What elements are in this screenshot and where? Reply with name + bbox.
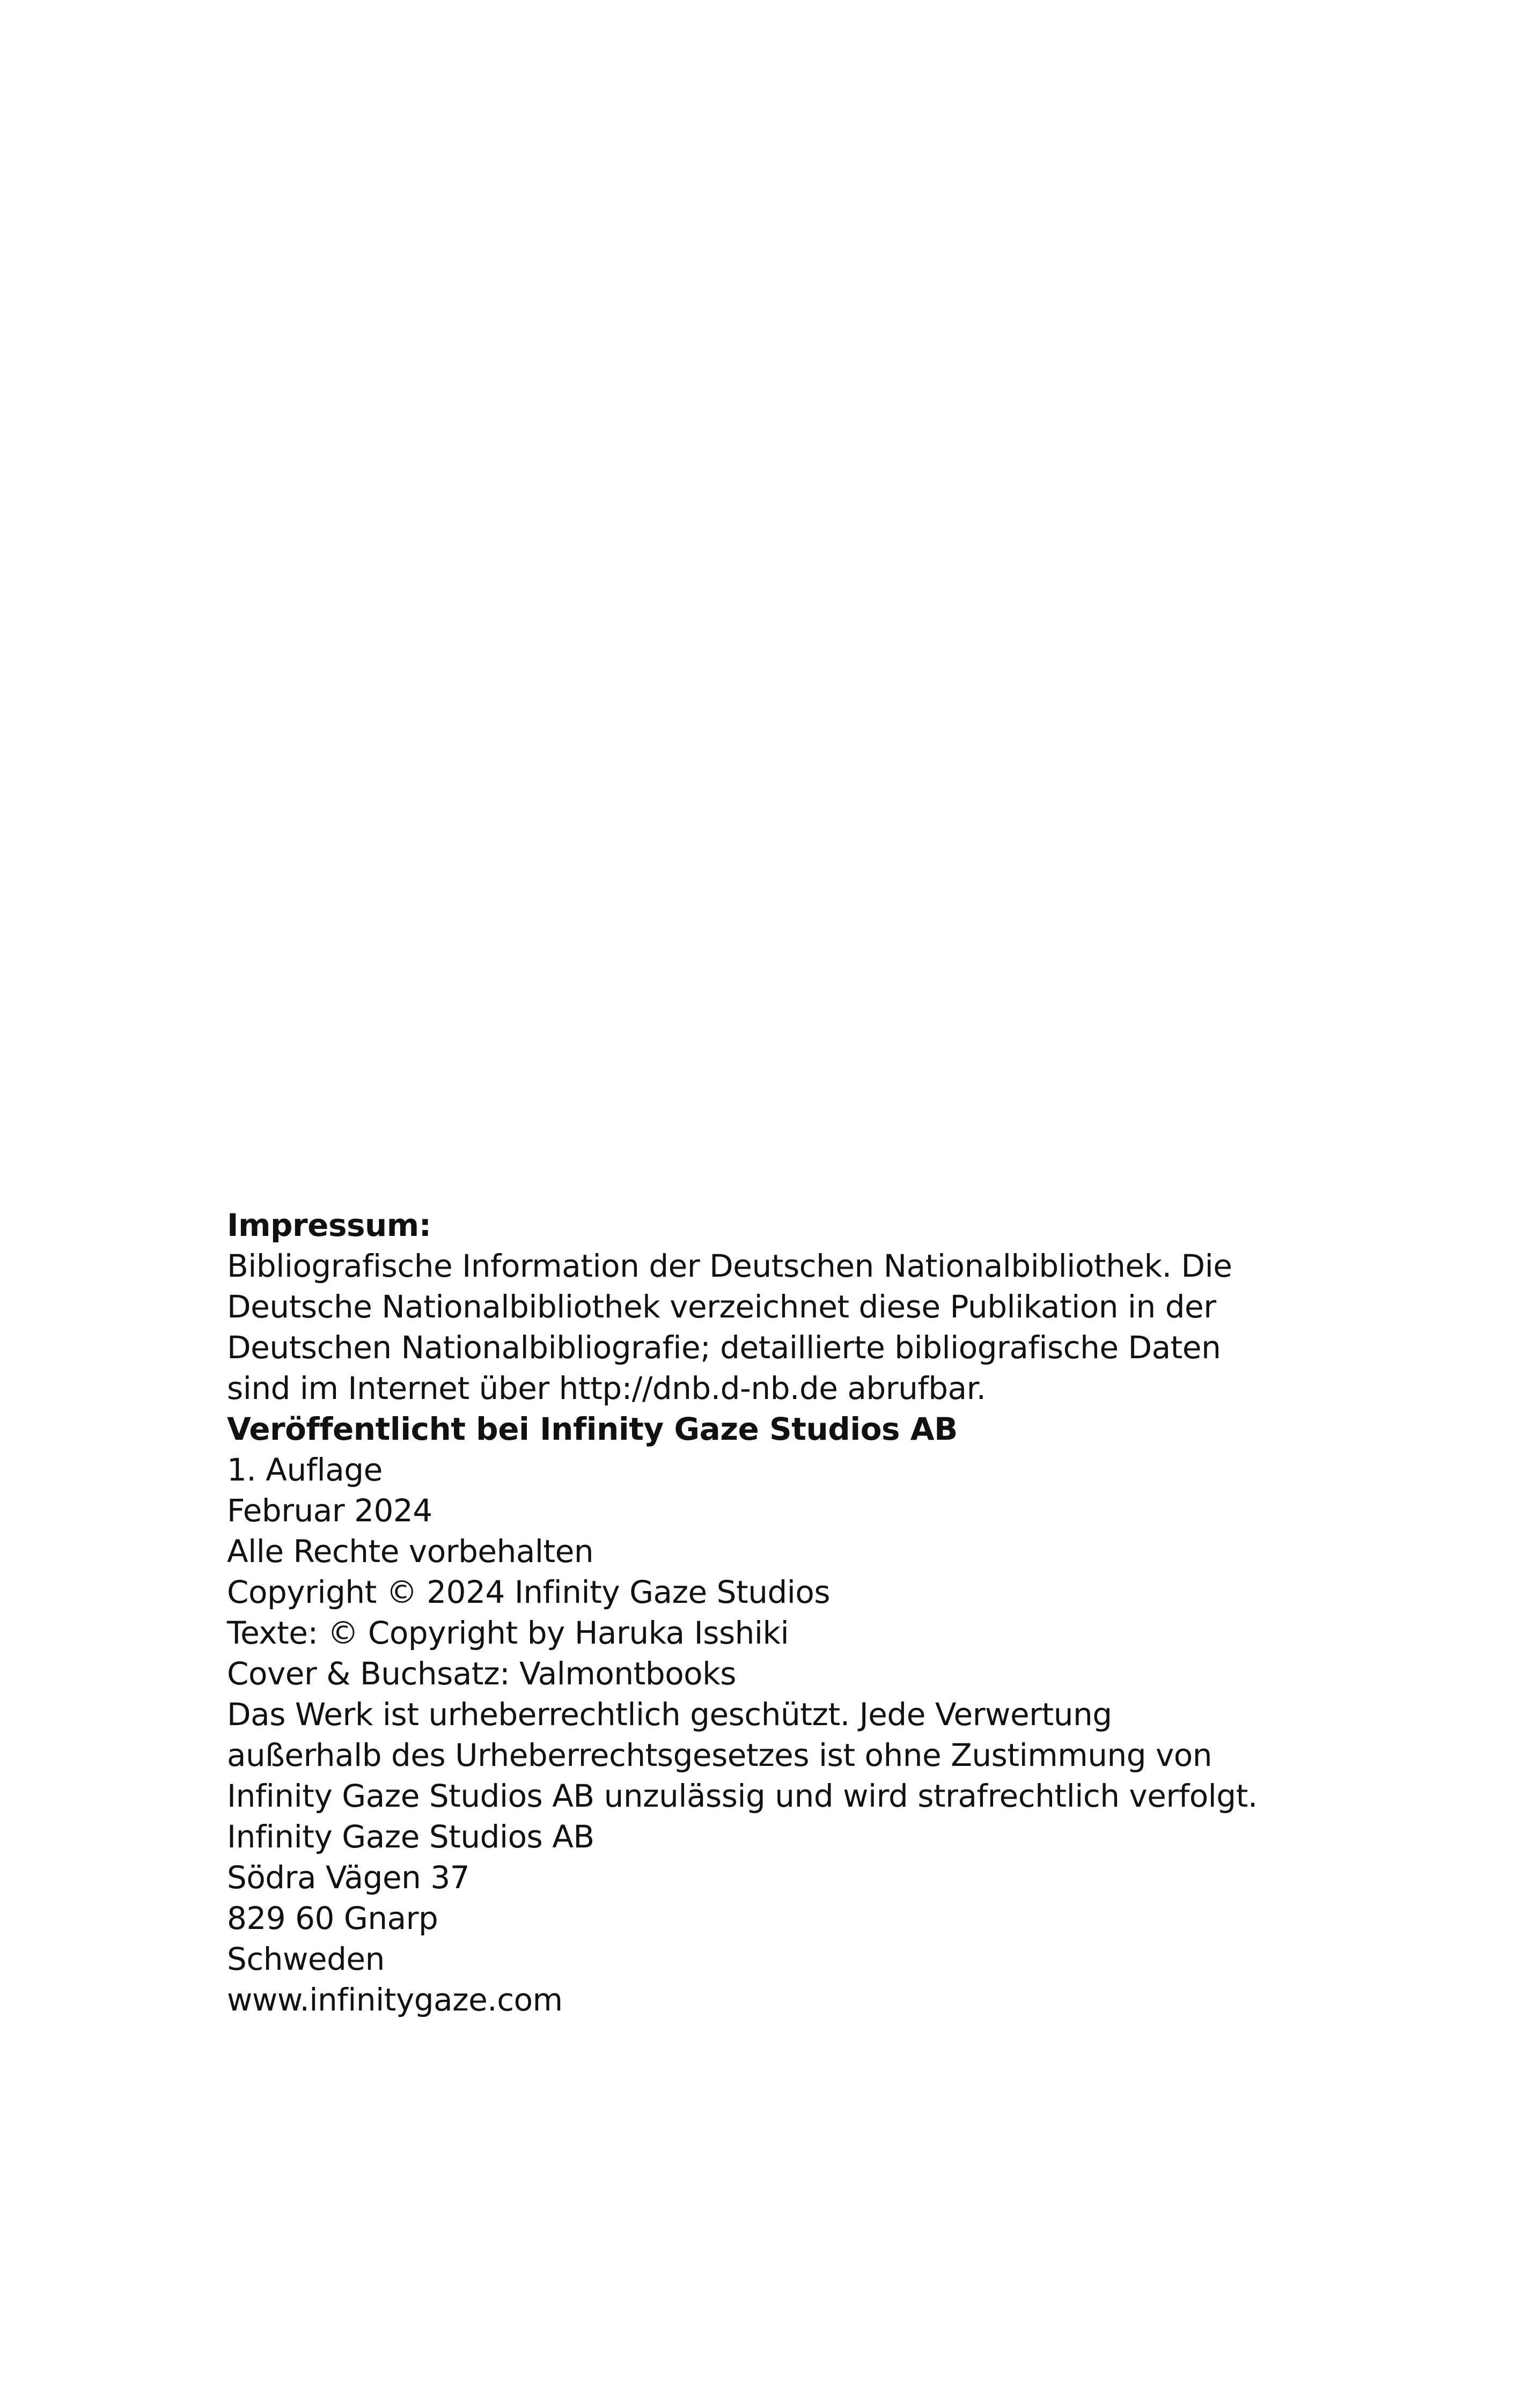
edition-line: 1. Auflage bbox=[227, 1452, 383, 1488]
legal-line: Das Werk ist urheberrechtlich geschützt. Jede Verwertung bbox=[227, 1696, 1112, 1733]
address-country: Schweden bbox=[227, 1941, 385, 1977]
legal-line: außerhalb des Urheberrechtsgesetzes ist ohne Zustimmung von bbox=[227, 1737, 1213, 1773]
website-link: www.infinitygaze.com bbox=[227, 1982, 563, 2018]
bibliographic-line: Deutschen Nationalbibliografie; detaillierte bibliografische Daten bbox=[227, 1329, 1221, 1366]
bibliographic-line: Deutsche Nationalbibliothek verzeichnet diese Publikation in der bbox=[227, 1288, 1216, 1325]
cover-line: Cover & Buchsatz: Valmontbooks bbox=[227, 1655, 736, 1692]
imprint-heading: Impressum: bbox=[227, 1207, 431, 1243]
date-line: Februar 2024 bbox=[227, 1492, 432, 1529]
address-postal-city: 829 60 Gnarp bbox=[227, 1900, 438, 1936]
copyright-line: Copyright © 2024 Infinity Gaze Studios bbox=[227, 1574, 831, 1610]
address-company: Infinity Gaze Studios AB bbox=[227, 1818, 594, 1855]
publisher-address bbox=[227, 1816, 1300, 2020]
imprint-block bbox=[227, 1205, 1300, 2020]
address-street: Södra Vägen 37 bbox=[227, 1859, 470, 1896]
rights-line: Alle Rechte vorbehalten bbox=[227, 1533, 594, 1570]
bibliographic-line: Bibliografische Information der Deutschen Nationalbibliothek. Die bbox=[227, 1248, 1232, 1284]
texts-line: Texte: © Copyright by Haruka Isshiki bbox=[227, 1615, 789, 1651]
publisher-line: Veröffentlicht bei Infinity Gaze Studios AB bbox=[227, 1411, 958, 1447]
bibliographic-line: sind im Internet über http://dnb.d-nb.de abrufbar. bbox=[227, 1370, 986, 1406]
legal-line: Infinity Gaze Studios AB unzulässig und wird strafrechtlich verfolgt. bbox=[227, 1778, 1258, 1814]
bibliographic-info bbox=[227, 1246, 1300, 1409]
legal-notice bbox=[227, 1694, 1300, 1816]
